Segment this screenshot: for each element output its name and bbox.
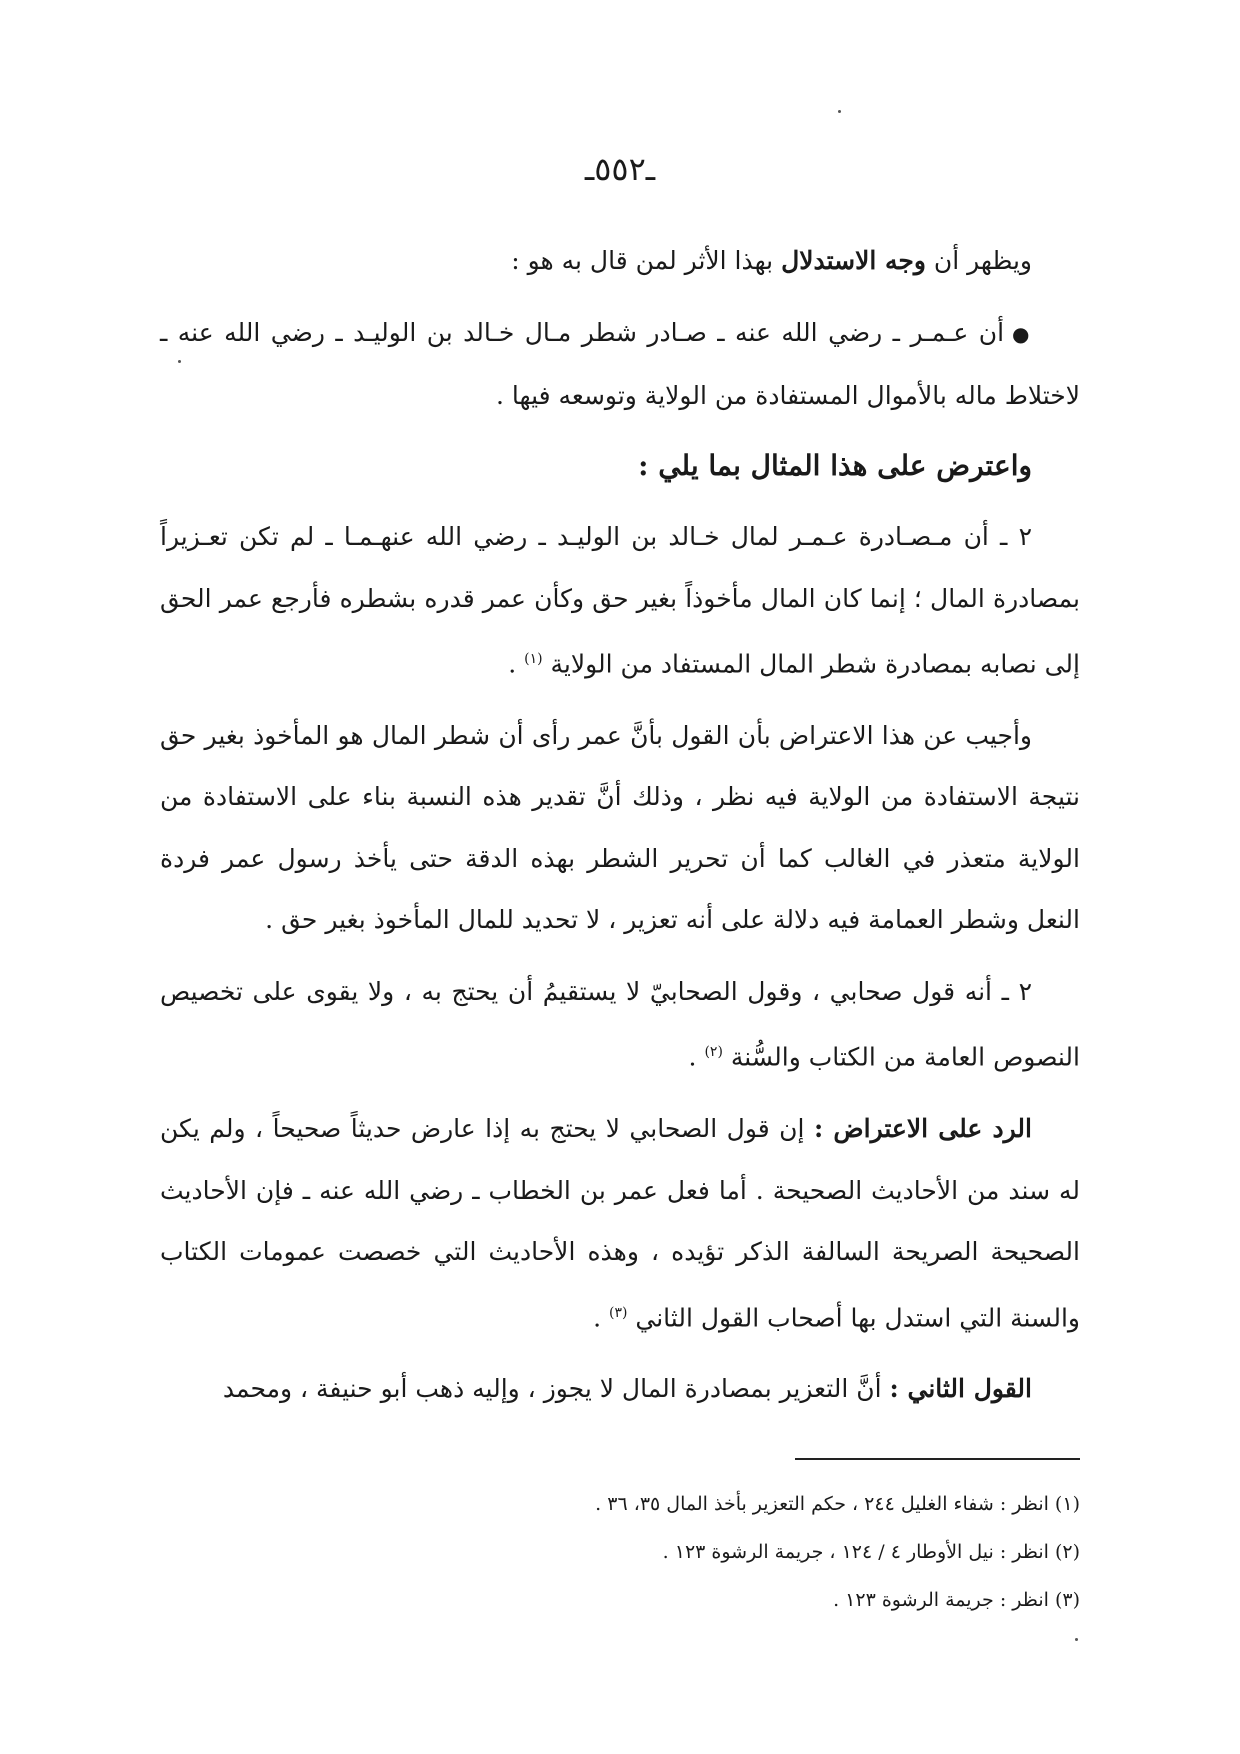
paragraph-intro — [160, 230, 1080, 292]
footnote-ref-1: (١) — [524, 651, 543, 667]
footnote-2: (٢) انظر : نيل الأوطار ٤ / ١٢٤ ، جريمة الرشوة ١٢٣ . — [662, 1541, 1080, 1563]
intro-text: ويظهر أن — [925, 246, 1032, 275]
objection-2 — [160, 961, 1080, 1088]
second-opinion-bold: القول الثاني : — [889, 1374, 1032, 1404]
section-heading: واعترض على هذا المثال بما يلي : — [638, 448, 1032, 482]
page-number: ـ٥٥٢ـ — [584, 150, 656, 188]
answer-paragraph: وأجيب عن هذا الاعتراض بأن القول بأنَّ عمر رأى أن شطر المال هو المأخوذ بغير حق نتيجة الاستفادة من الولاية فيه نظر ، وذلك أنَّ تقدير هذه النسبة بناء على الاستفادة من الولاية متعذر في الغالب كما أن تحرير الشطر بهذه الدقة حتى يأخذ رسول عمر فردة النعل وشطر العمامة فيه دلالة على أنه تعزير ، لا تحديد للمال المأخوذ بغير حق . — [160, 720, 1080, 935]
reply-bold: الرد على الاعتراض : — [813, 1114, 1032, 1144]
reply-end: . — [593, 1302, 609, 1332]
bullet-icon: ● — [1012, 321, 1032, 346]
objection-1 — [160, 506, 1080, 695]
objection-2-end: . — [688, 1042, 705, 1072]
footnote-3: (٣) انظر : جريمة الرشوة ١٢٣ . — [833, 1589, 1080, 1611]
bullet-line-1: أن عـمـر ـ رضي الله عنه ـ صـادر شطر مـال خـالد بن الوليـد ـ رضي الله عنه ـ — [160, 317, 1005, 347]
objection-1-end: . — [508, 649, 525, 679]
reply-text: إن قول الصحابي لا يحتج به إذا عارض حديثاً صحيحاً ، ولم يكن له سند من الأحاديث الصحيحة . أما فعل عمر بن الخطاب ـ رضي الله عنه ـ فإن الأحاديث الصحيحة الصريحة السالفة الذكر تؤيده ، وهذه الأحاديث التي خصصت عمومات الكتاب والسنة التي استدل بها أصحاب القول الثاني — [160, 1114, 1080, 1332]
scan-speck — [178, 360, 181, 363]
scan-speck — [838, 110, 841, 113]
objection-2-text: ٢ ـ أنه قول صحابي ، وقول الصحابيّ لا يستقيمُ أن يحتج به ، ولا يقوى على تخصيص النصوص العامة من الكتاب والسُّنة — [160, 976, 1080, 1072]
second-opinion-text: أنَّ التعزير بمصادرة المال لا يجوز ، وإليه ذهب أبو حنيفة ، ومحمد — [222, 1374, 890, 1404]
intro-bold: وجه الاستدلال — [781, 246, 926, 275]
footnote-ref-2: (٢) — [704, 1044, 723, 1061]
objection-1-text: ٢ ـ أن مـصـادرة عـمـر لمال خـالد بن الوليـد ـ رضي الله عنهـمـا ـ لم تكن تعـزيراً بمصادرة المال ؛ إنما كان المال مأخوذاً بغير حق وكأن عمر قدره بشطره فأرجع عمر الحق إلى نصابه بمصادرة شطر المال المستفاد من الولاية — [160, 522, 1080, 679]
bullet-line-2: لاختلاط ماله بالأموال المستفادة من الولاية وتوسعه فيها . — [496, 381, 1080, 410]
footnote-ref-3: (٣) — [608, 1304, 628, 1321]
reply-paragraph — [160, 1098, 1080, 1348]
intro-rest: بهذا الأثر لمن قال به هو : — [511, 246, 782, 275]
second-opinion — [160, 1358, 1080, 1420]
scan-speck — [1075, 1638, 1078, 1641]
body-text — [160, 230, 1080, 1420]
bullet-paragraph — [160, 302, 1080, 427]
footnotes — [400, 1480, 1080, 1624]
footnote-1: (١) انظر : شفاء الغليل ٢٤٤ ، حكم التعزير بأخذ المال ٣٥، ٣٦ . — [595, 1493, 1080, 1515]
footnote-divider — [795, 1458, 1080, 1460]
